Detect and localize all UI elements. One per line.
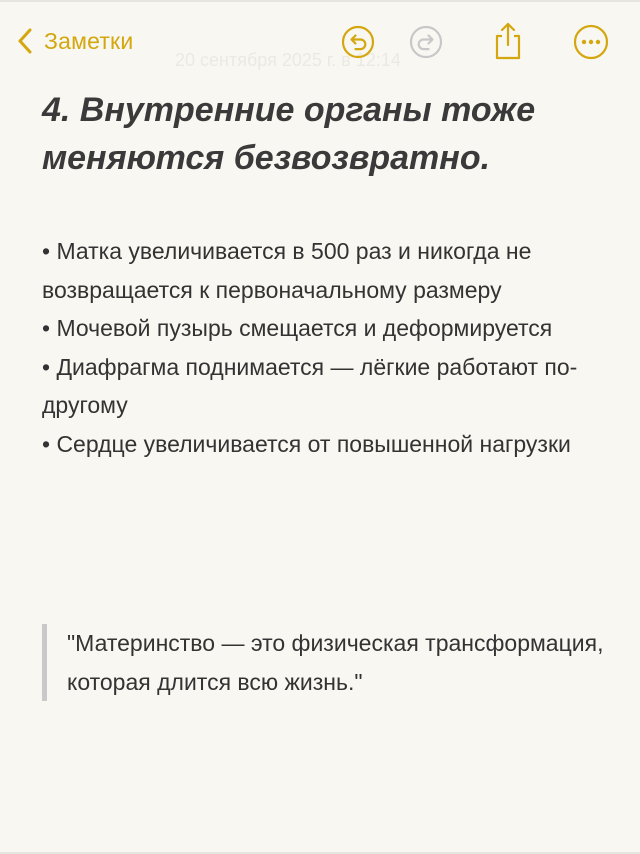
list-item: • Мочевой пузырь смещается и деформируется — [42, 315, 553, 341]
more-icon[interactable] — [573, 24, 609, 60]
share-icon[interactable] — [490, 20, 526, 62]
back-button[interactable] — [18, 24, 133, 58]
note-heading: 4. Внутренние органы тоже меняются безвозвратно. — [42, 91, 536, 177]
list-item: • Сердце увеличивается от повышенной нагрузки — [42, 430, 571, 457]
navigation-bar — [0, 0, 640, 80]
redo-icon[interactable] — [408, 24, 444, 60]
back-button-label: Заметки — [44, 27, 134, 54]
note-date: 20 сентября 2025 г. в 12:14 — [175, 50, 401, 70]
bullet-list — [42, 232, 602, 463]
list-item: • Диафрагма поднимается — лёгкие работают по-другому — [42, 353, 578, 418]
block-quote: "Материнство — это физическая трансформация, которая длится всю жизнь." — [42, 624, 607, 701]
list-item: • Матка увеличивается в 500 раз и никогда не возвращается к первоначальному размеру — [42, 238, 532, 303]
chevron-left-icon — [18, 28, 32, 54]
note-body[interactable] — [42, 86, 604, 695]
undo-icon[interactable] — [340, 24, 376, 60]
